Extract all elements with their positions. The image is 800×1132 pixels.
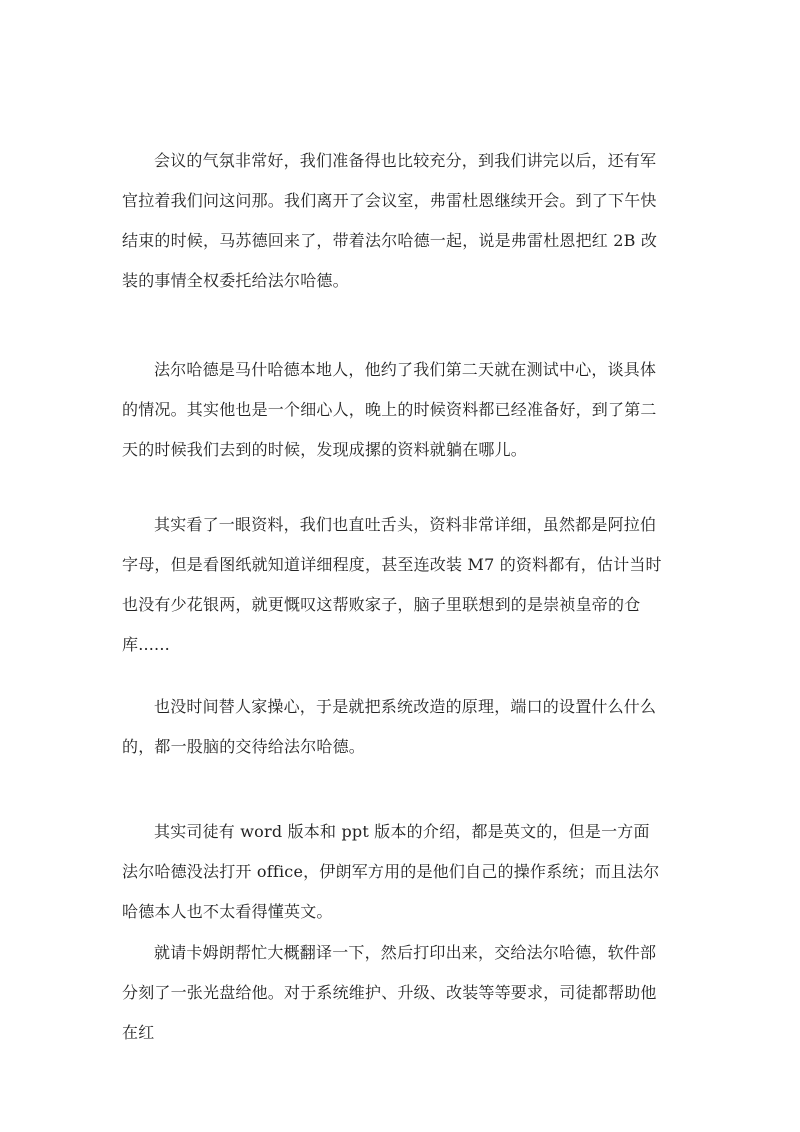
paragraph-farhad-intro: 法尔哈德是马什哈德本地人，他约了我们第二天就在测试中心，谈具体的情况。其实他也是一个细心人，晚上的时候资料都已经准备好，到了第二天的时候我们去到的时候，发现成摞的资料就躺在哪儿。 bbox=[122, 360, 657, 459]
paragraph-translation: 就请卡姆朗帮忙大概翻译一下，然后打印出来，交给法尔哈德，软件部分刻了一张光盘给他。对于系统维护、升级、改装等等要求，司徒都帮助他在红 bbox=[122, 943, 657, 1042]
paragraph-meeting: 会议的气氛非常好，我们准备得也比较充分，到我们讲完以后，还有军官拉着我们问这问那。我们离开了会议室，弗雷杜恩继续开会。到了下午快结束的时候，马苏德回来了，带着法尔哈德一起，说是弗雷杜恩把红 2B 改装的事情全权委托给法尔哈德。 bbox=[122, 151, 658, 290]
paragraph-documents: 其实看了一眼资料，我们也直吐舌头，资料非常详细，虽然都是阿拉伯字母，但是看图纸就知道详细程度，甚至连改装 M7 的资料都有，估计当时也没有少花银两，就更慨叹这帮败家子，脑子里联想到的是崇祯皇帝的仓库...... bbox=[122, 515, 662, 654]
paragraph-handover: 也没时间替人家操心，于是就把系统改造的原理，端口的设置什么什么的，都一股脑的交待给法尔哈德。 bbox=[122, 697, 657, 756]
paragraph-english-docs: 其实司徒有 word 版本和 ppt 版本的介绍，都是英文的，但是一方面法尔哈德没法打开 office，伊朗军方用的是他们自己的操作系统；而且法尔哈德本人也不太看得懂英文。 bbox=[122, 822, 660, 921]
